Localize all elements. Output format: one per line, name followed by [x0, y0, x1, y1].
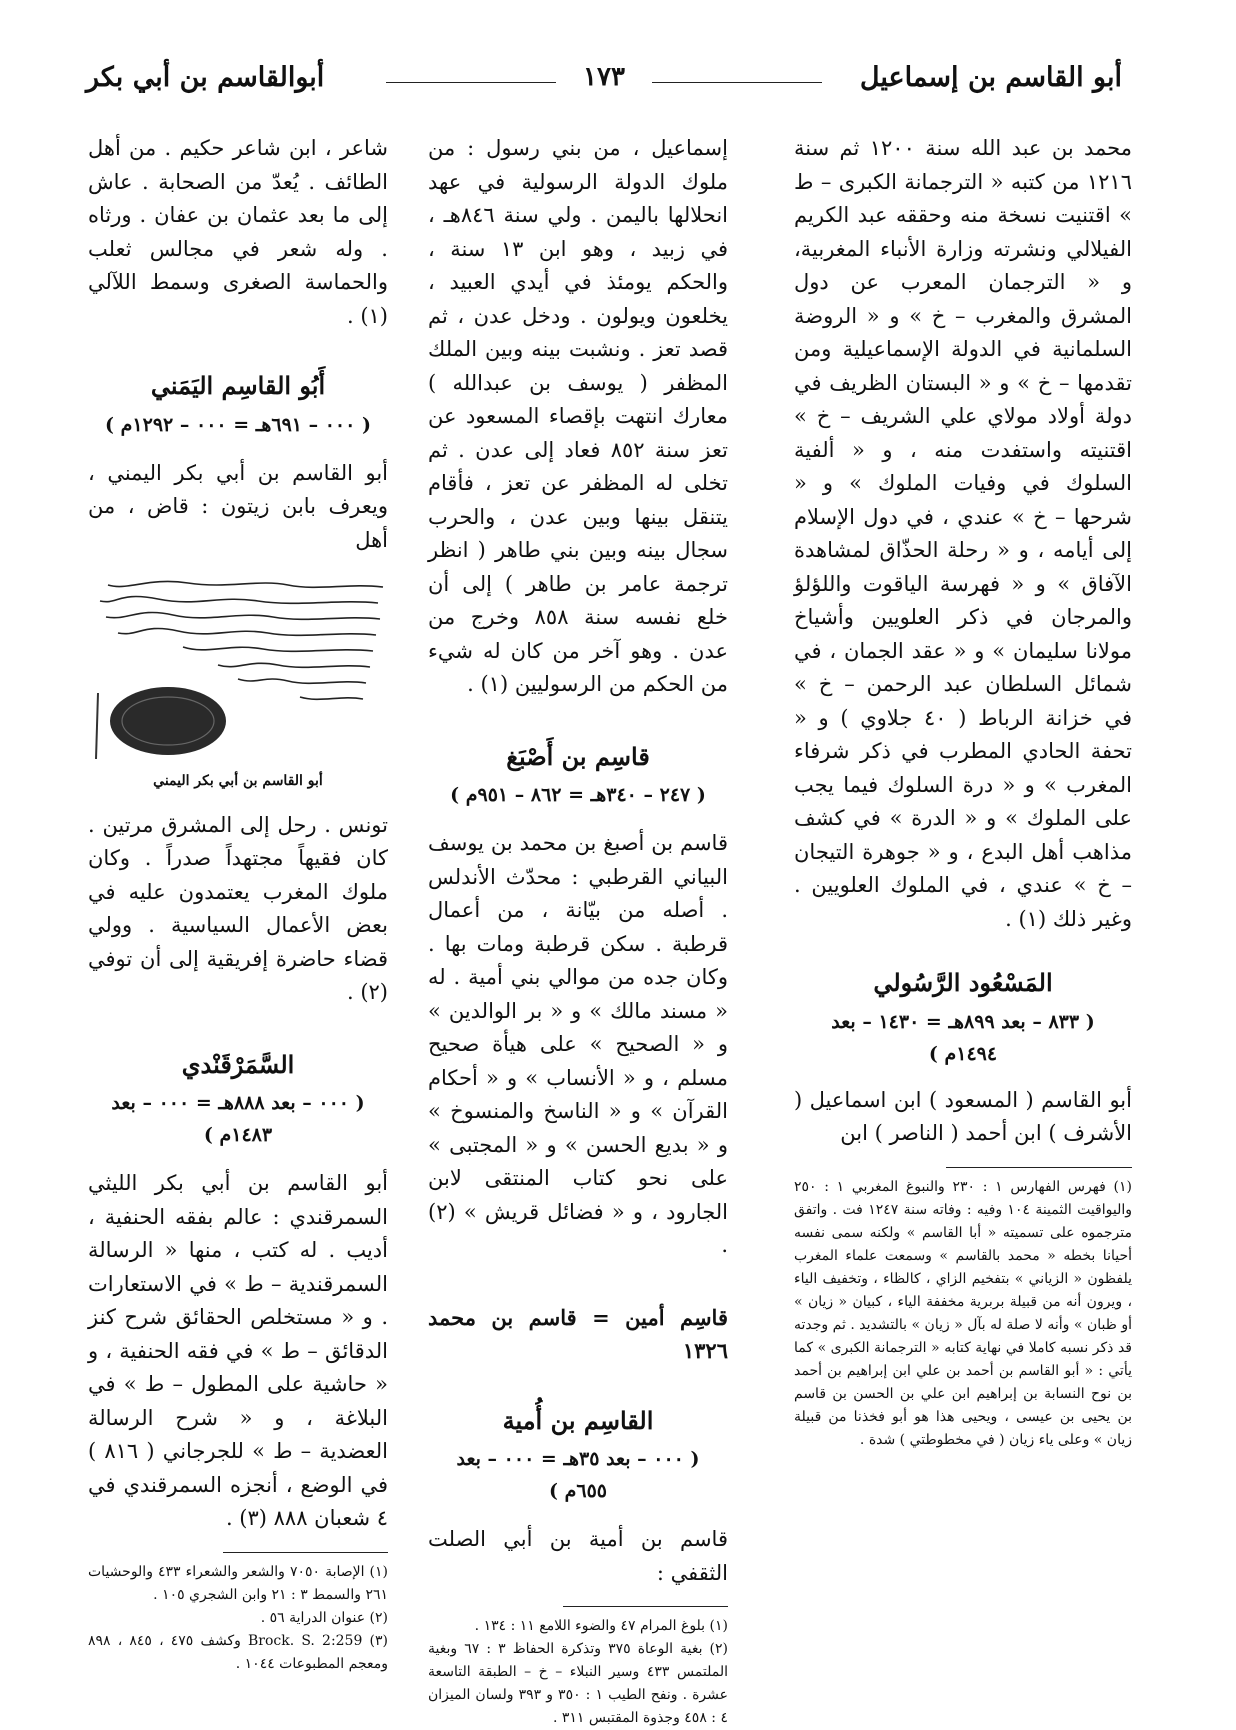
footnote: (٢) عنوان الدراية ٥٦ .: [260, 1609, 388, 1626]
entry-dates: ١٤٩٤م ): [928, 1042, 998, 1065]
footnote-rule: [223, 1552, 388, 1553]
entry-dates: ( ٨٣٣ – بعد ٨٩٩هـ = ١٤٣٠ – بعد: [831, 1010, 1095, 1033]
entry-dates: ( ٠٠٠ – بعد ٣٥هـ = ٠٠٠ – بعد: [456, 1448, 700, 1470]
paragraph: قاسم بن أصبغ بن محمد بن يوسف البياني القرطبي : محدّث الأندلس . أصله من بيّانة ، من أعمال قرطبة . سكن قرطبة ومات بها . وكان جده من موالي بني أمية . له « مسند مالك » و « بر الوالدين » و « الصحيح » على هيأة صحيح مسلم ، و « الأنساب » و « أحكام القرآن » و « الناسخ والمنسوخ » و « بديع الحسن » و « المجتبى » على نحو كتاب المنتقى لابن الجارود ، و « فضائل قريش » (٢) .: [428, 831, 728, 1257]
paragraph: تونس . رحل إلى المشرق مرتين . كان فقيهاً مجتهداً صدراً . وكان ملوك المغرب يعتمدون عليه في بعض الأعمال السياسية . وولي قضاء حاضرة إفريقية إلى أن توفي (٢) .: [88, 812, 388, 1004]
footnote: (١) الإصابة ٧٠٥٠ والشعر والشعراء ٤٣٣ والوحشيات ٢٦١ والسمط ٣ : ٢١ وابن الشجري ١٠٥ .: [88, 1563, 389, 1603]
footnote: (٢) بغية الوعاة ٣٧٥ وتذكرة الحفاظ ٣ : ٦٧ وبغية الملتمس ٤٣٣ وسير النبلاء – خ – الطبقة التاسعة عشرة . ونفح الطيب ١ : ٣٥٠ و ٣٩٣ ولسان الميزان ٤ : ٤٥٨ وجذوة المقتبس ٣١١ .: [428, 1641, 729, 1726]
footnote: (٣) Brock. S. 2:259 وكشف ٤٧٥ ، ٨٤٥ ، ٨٩٨ ومعجم المطبوعات ١٠٤٤ .: [88, 1632, 388, 1672]
page-number: ١٧٣: [583, 62, 625, 92]
entry-dates: ١٤٨٣م ): [203, 1124, 273, 1146]
manuscript-drawing: [88, 573, 388, 759]
entry-dates: ٦٥٥م ): [549, 1480, 607, 1502]
entry-title: السَّمَرْقَنْدي: [181, 1049, 295, 1079]
footnote-rule: [563, 1606, 728, 1607]
manuscript-image: [88, 573, 388, 759]
entry-title: أَبُو القاسِم اليَمَني: [150, 371, 326, 400]
column-middle: [428, 132, 728, 1730]
footnote: (١) فهرس الفهارس ١ : ٢٣٠ والنبوغ المغربي ١ : ٢٥٠ واليواقيت الثمينة ١٠٤ وفيه : وفاته سنة ١٢٤٧ فت . واتفق مترجموه على تسميته « أبا القاسم » ولكنه سمى نفسه أحيانا بخطه « محمد بالقاسم » وسمعت علماء المغرب يلفظون « الزياني » بتفخيم الزاي ، كالظاء ، وتخفيف الياء ، ويرون أنه من قبيلة بربرية مخففة الياء ، كبيان « زيان » أو ظبان » وأنه لا صلة له بآل « زيان » بالتشديد . ثم وجدته قد ذكر نسبه كاملا في نهاية كتابه « الترجمانة الكبرى » كما يأتي : « أبو القاسم بن أحمد بن علي ابن إبراهيم بن أحمد بن نوح النسابة بن إبراهيم ابن علي بن الحسن بن قاسم بن يحيى بن عيسى ، ويحيى هذا هو أبو فخذنا من قبيلة زيان » وعلى ياء زيان ( في مخطوطتي ) شدة .: [794, 1178, 1133, 1448]
cross-reference: قاسِم أمين = قاسم بن محمد ١٣٢٦: [428, 1304, 728, 1363]
running-title-right: أبو القاسم بن إسماعيل: [859, 62, 1122, 93]
entry-dates: ( ٢٤٧ – ٣٤٠هـ = ٨٦٢ – ٩٥١م ): [450, 784, 706, 806]
entry-dates: ( ٠٠٠ – بعد ٨٨٨هـ = ٠٠٠ – بعد: [111, 1092, 365, 1114]
paragraph: قاسم بن أمية بن أبي الصلت الثقفي :: [428, 1527, 728, 1585]
column-right: [794, 132, 1132, 1452]
column-left: [88, 132, 388, 1676]
paragraph: أبو القاسم ( المسعود ) ابن اسماعيل ( الأشرف ) ابن أحمد ( الناصر ) ابن: [794, 1087, 1132, 1145]
entry-title: القاسِم بن أُمية: [502, 1405, 654, 1435]
paragraph: محمد بن عبد الله سنة ١٢٠٠ ثم سنة ١٢١٦ من كتبه « الترجمانة الكبرى – ط » اقتنيت نسخة منه وحققه عبد الكريم الفيلالي ونشرته وزارة الأنباء المغربية، و « الترجمان المعرب عن دول المشرق والمغرب – خ » و « الروضة السلمانية في الدولة الإسماعيلية ومن تقدمها – خ » و « البستان الظريف في دولة أولاد مولاي علي الشريف – خ » اقتنيته واستفدت منه ، و « ألفية السلوك في وفيات الملوك » و « شرحها – خ » عندي ، في دول الإسلام إلى أيامه ، و « رحلة الحذّاق لمشاهدة الآفاق » و « فهرسة الياقوت واللؤلؤ والمرجان في ذكر العلويين وأشياخ مولانا سليمان » و « عقد الجمان ، في شمائل السلطان عبد الرحمن – خ » في خزانة الرباط ( ٤٠ جلاوي ) و « تحفة الحادي المطرب في ذكر شرفاء المغرب » و « درة السلوك فيما يجب على الملوك » و « الدرة » في كشف مذاهب أهل البدع ، و « جوهرة التيجان – خ » عندي ، في الملوك العلويين . وغير ذلك (١) .: [794, 136, 1132, 931]
paragraph: أبو القاسم بن أبي بكر اليمني ، ويعرف بابن زيتون : قاض ، من أهل: [88, 460, 388, 552]
paragraph: أبو القاسم بن أبي بكر الليثي السمرقندي : عالم بفقه الحنفية ، أديب . له كتب ، منها « الرسالة السمرقندية – ط » في الاستعارات . و « مستخلص الحقائق شرح كنز الدقائق – ط » في فقه الحنفية ، و « حاشية على المطول – ط » في البلاغة ، و « شرح الرسالة العضدية – ط » للجرجاني ( ٨١٦ ) في الوضع ، أنجزه السمرقندي في ٤ شعبان ٨٨٨ (٣) .: [88, 1171, 389, 1530]
image-caption: أبو القاسم بن أبي بكر اليمني: [153, 773, 323, 789]
entry-title: قاسِم بن أَصْبَغ: [506, 741, 650, 771]
paragraph: شاعر ، ابن شاعر حكيم . من أهل الطائف . يُعدّ من الصحابة . عاش إلى ما بعد عثمان بن عفان . ورثاه . وله شعر في مجالس ثعلب والحماسة الصغرى وسمط اللآلي (١) .: [88, 136, 388, 328]
page-header: [86, 62, 1122, 102]
header-rule: [386, 82, 556, 83]
paragraph: إسماعيل ، من بني رسول : من ملوك الدولة الرسولية في عهد انحلالها باليمن . ولي سنة ٨٤٦هـ ، في زبيد ، وهو ابن ١٣ سنة ، والحكم يومئذ في أيدي العبيد ، يخلعون ويولون . ودخل عدن ، ثم قصد تعز . ونشبت بينه وبين الملك المظفر ( يوسف بن عبدالله ) معارك انتهت بإقصاء المسعود عن تعز سنة ٨٥٢ فعاد إلى عدن . ثم تخلى له المظفر عن تعز ، فأقام يتنقل بينها وبين عدن ، والحرب سجال بينه وبين بني طاهر ( انظر ترجمة عامر بن طاهر ) إلى أن خلع نفسه سنة ٨٥٨ وخرج من عدن . وهو آخر من كان له شيء من الحكم من الرسوليين (١) .: [428, 136, 728, 696]
entry-title: المَسْعُود الرَّسُولي: [873, 968, 1053, 997]
header-rule: [652, 82, 822, 83]
footnote: (١) بلوغ المرام ٤٧ والضوء اللامع ١١ : ١٣٤ .: [474, 1618, 728, 1634]
entry-dates: ( ٠٠٠ – ٦٩١هـ = ٠٠٠ – ١٢٩٢م ): [105, 413, 371, 436]
footnote-rule: [946, 1167, 1132, 1168]
running-title-left: أبوالقاسم بن أبي بكر: [86, 62, 325, 93]
